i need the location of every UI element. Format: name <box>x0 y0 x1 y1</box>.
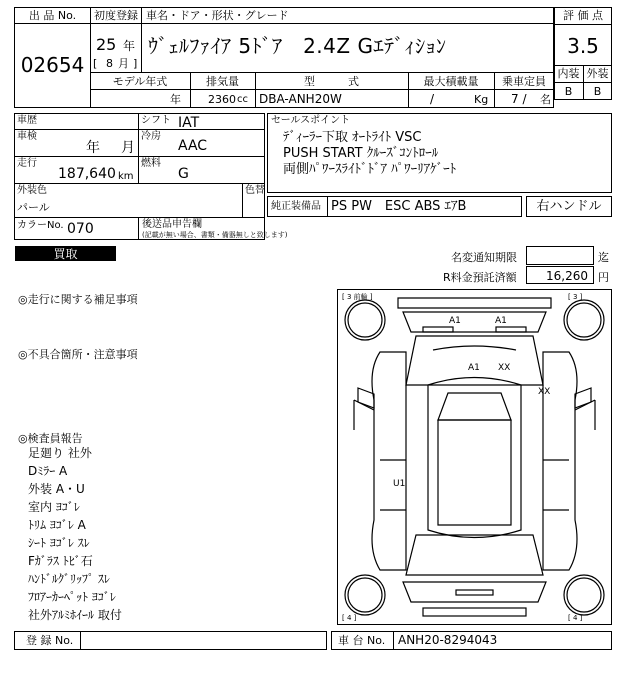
mileage-value: 187,640 <box>58 166 116 182</box>
damage-mark: A1 <box>449 316 461 326</box>
inspector-report-line: ﾌﾛｱｰｶｰﾍﾟｯﾄ ﾖｺﾞﾚ <box>28 590 116 604</box>
inspector-report-line: Dﾐﾗｰ A <box>28 464 68 478</box>
sales-point-line: ﾃﾞｨｰﾗｰ下取 ｵｰﾄﾗｲﾄ VSC <box>283 130 422 145</box>
driving-notes-title: ◎走行に関する補足事項 <box>18 293 138 306</box>
inspector-report-line: 外装 A・U <box>28 482 85 496</box>
corner-label-br: [ 4 ] <box>568 614 583 622</box>
interior-grade: B <box>564 85 573 98</box>
grade-score: 3.5 <box>567 34 599 58</box>
grade-label: 評 価 点 <box>563 9 603 22</box>
inspector-report-line: 足廻り 社外 <box>28 446 92 460</box>
car-name-label: 車名・ドア・形状・グレード <box>146 9 289 22</box>
corner-label-bl: [ 4 ] <box>342 614 357 622</box>
damage-mark: U1 <box>393 479 406 489</box>
seating-capacity: 7 / <box>511 92 527 106</box>
sales-point-line: PUSH START ｸﾙｰｽﾞｺﾝﾄﾛｰﾙ <box>283 146 439 161</box>
defects-title: ◎不具合箇所・注意事項 <box>18 348 138 361</box>
inspector-report-line: ﾄﾘﾑ ﾖｺﾞﾚ A <box>28 518 86 532</box>
inspector-report-line: 社外ｱﾙﾐﾎｲｰﾙ 取付 <box>28 608 122 622</box>
wheel-icon <box>564 300 604 340</box>
inspector-report-title: ◎検査員報告 <box>18 432 83 445</box>
inspector-report-line: ﾊﾝﾄﾞﾙｸﾞﾘｯﾌﾟ ｽﾚ <box>28 572 110 586</box>
corner-label-tr: [ 3 ] <box>568 293 583 301</box>
steering-position: 右ハンドル <box>536 199 602 214</box>
wheel-icon <box>345 575 385 615</box>
first-registration-label: 初度登録 <box>94 9 138 22</box>
ac-value: AAC <box>178 138 208 154</box>
exterior-grade: B <box>593 85 602 98</box>
damage-mark: XX <box>498 363 511 373</box>
wheel-icon <box>345 300 385 340</box>
chassis-number: ANH20-8294043 <box>398 633 498 647</box>
registration-month: 8 <box>106 57 113 70</box>
name-change-deadline <box>526 246 594 265</box>
model-type: DBA-ANH20W <box>259 92 342 106</box>
recycle-fee-value: 16,260 <box>546 269 588 283</box>
sales-point-line: 両側ﾊﾟﾜｰｽﾗｲﾄﾞﾄﾞｱ ﾊﾟﾜｰﾘｱｹﾞｰﾄ <box>283 162 457 177</box>
equipment-value: PS PW ESC ABS ｴｱB <box>331 199 467 214</box>
damage-mark: A1 <box>495 316 507 326</box>
displacement: 2360 <box>208 93 236 106</box>
inspector-report-line: ｼｰﾄ ﾖｺﾞﾚ ｽﾚ <box>28 536 90 550</box>
damage-mark: XX <box>538 387 551 397</box>
registration-year: 25 <box>96 35 117 54</box>
wheel-icon <box>564 575 604 615</box>
shift-value: IAT <box>178 115 200 131</box>
fuel-value: G <box>178 166 189 182</box>
corner-label-tl: [ 3 前輪 ] <box>342 293 373 301</box>
color-number: 070 <box>67 221 94 237</box>
inspector-report-line: Fｶﾞﾗｽ ﾄﾋﾞ石 <box>28 554 93 568</box>
inspector-report-line: 室内 ﾖｺﾞﾚ <box>28 500 80 514</box>
lot-label: 出 品 No. <box>28 9 77 22</box>
damage-mark: A1 <box>468 363 480 373</box>
car-name: ｳﾞｪﾙﾌｧｲｱ 5ﾄﾞｱ 2.4Z Gｴﾃﾞｨｼｮﾝ <box>148 34 447 58</box>
lot-number: 02654 <box>20 53 85 77</box>
car-diagram <box>337 289 612 625</box>
exterior-color-value: パール <box>17 201 50 214</box>
